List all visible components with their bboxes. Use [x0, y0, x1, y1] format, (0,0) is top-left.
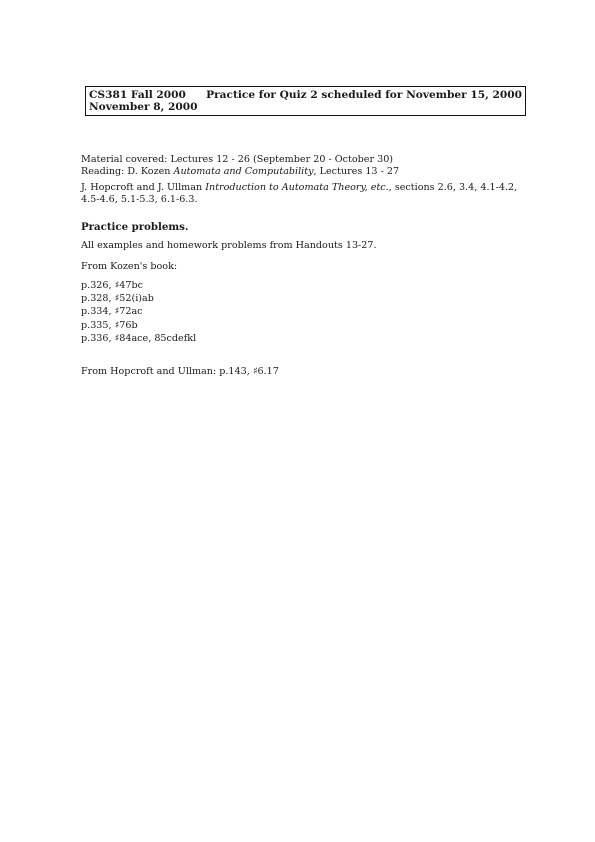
reading-prefix: Reading: D. Kozen: [81, 166, 174, 177]
hopcroft-sections: 4.5-4.6, 5.1-5.3, 6.1-6.3.: [81, 194, 198, 205]
kozen-book-title: Automata and Computability: [173, 166, 314, 177]
kozen-problem-item: p.334, ♯72ac: [81, 306, 143, 317]
kozen-problem-item: p.328, ♯52(i)ab: [81, 293, 154, 304]
kozen-problem-item: p.335, ♯76b: [81, 320, 138, 331]
kozen-problem-item: p.326, ♯47bc: [81, 280, 143, 291]
handout-date: November 8, 2000: [89, 101, 198, 113]
hopcroft-suffix: , sections 2.6, 3.4, 4.1-4.2,: [388, 182, 518, 193]
hopcroft-book-title: Introduction to Automata Theory, etc.: [205, 182, 389, 193]
header-box: [85, 86, 526, 116]
course-name: CS381 Fall 2000: [89, 89, 186, 101]
all-examples-line: All examples and homework problems from Handouts 13-27.: [81, 240, 377, 251]
material-covered: Material covered: Lectures 12 - 26 (September 20 - October 30): [81, 154, 394, 165]
kozen-problem-item: p.336, ♯84ace, 85cdefkl: [81, 333, 197, 344]
hopcroft-problem-ref: From Hopcroft and Ullman: p.143, ♯6.17: [81, 366, 279, 377]
hopcroft-prefix: J. Hopcroft and J. Ullman: [81, 182, 206, 193]
kozen-intro: From Kozen's book:: [81, 261, 178, 272]
reading-line: [81, 166, 399, 178]
hopcroft-line: [81, 182, 517, 194]
reading-suffix: , Lectures 13 - 27: [313, 166, 400, 177]
quiz-title: Practice for Quiz 2 scheduled for November 15, 2000: [206, 89, 522, 101]
practice-heading: Practice problems.: [81, 221, 189, 233]
